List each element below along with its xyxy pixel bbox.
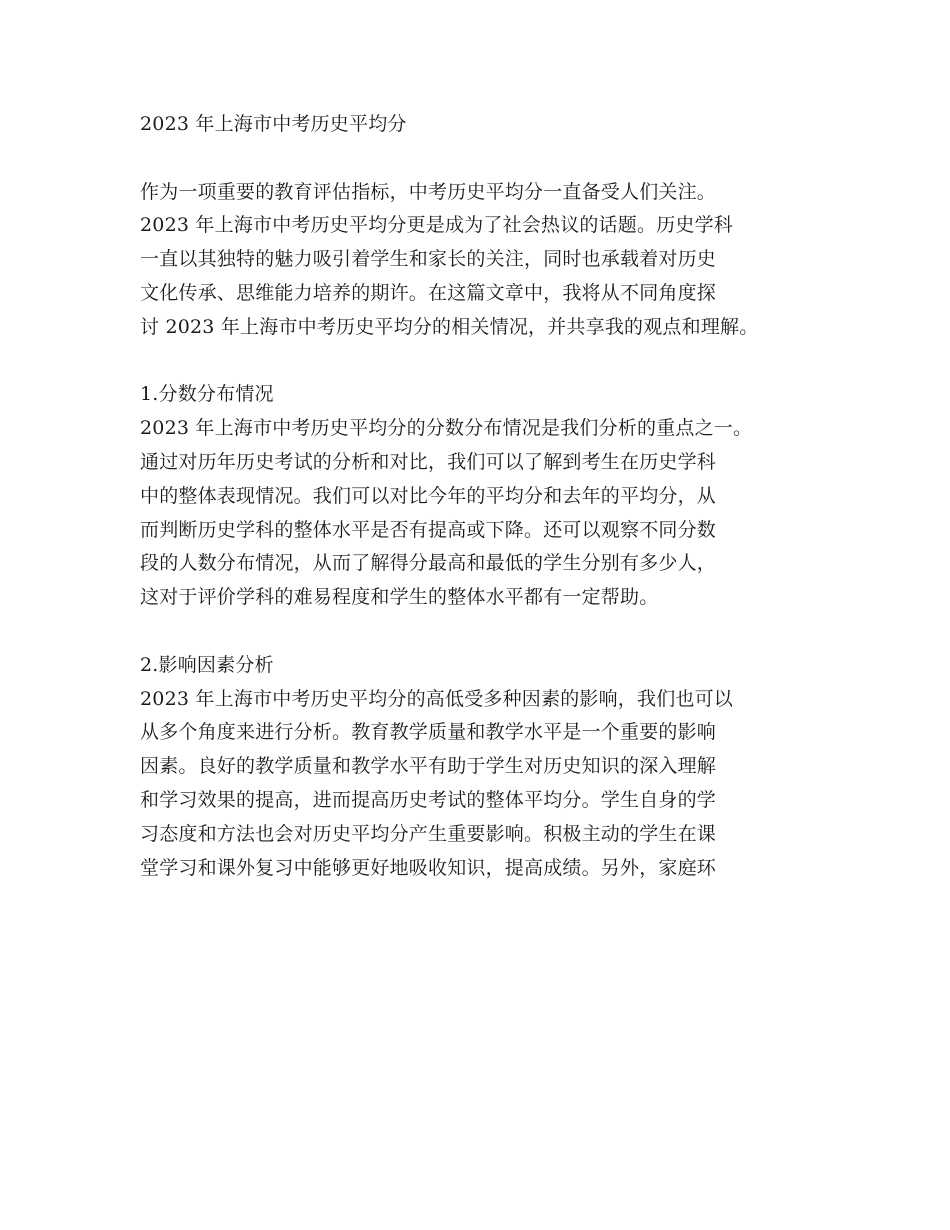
paragraph-line: 这对于评价学科的难易程度和学生的整体水平都有一定帮助。 bbox=[140, 586, 659, 609]
paragraph-line: 因素。良好的教学质量和教学水平有助于学生对历史知识的深入理解 bbox=[140, 755, 717, 778]
document-body bbox=[140, 108, 830, 885]
paragraph-line: 一直以其独特的魅力吸引着学生和家长的关注，同时也承载着对历史 bbox=[140, 248, 717, 271]
section-influencing-factors bbox=[140, 649, 830, 886]
paragraph-line: 2023 年上海市中考历史平均分的高低受多种因素的影响，我们也可以 bbox=[140, 687, 733, 710]
section-heading: 2.影响因素分析 bbox=[140, 653, 274, 676]
document-title: 2023 年上海市中考历史平均分 bbox=[140, 113, 407, 135]
paragraph-line: 而判断历史学科的整体水平是否有提高或下降。还可以观察不同分数 bbox=[140, 518, 717, 541]
spacer bbox=[140, 345, 830, 379]
section-score-distribution bbox=[140, 378, 830, 615]
paragraph-line: 作为一项重要的教育评估指标，中考历史平均分一直备受人们关注。 bbox=[140, 180, 717, 203]
paragraph-line: 堂学习和课外复习中能够更好地吸收知识，提高成绩。另外，家庭环 bbox=[140, 856, 717, 879]
spacer bbox=[140, 142, 830, 176]
intro-paragraph bbox=[140, 176, 830, 345]
paragraph-line: 习态度和方法也会对历史平均分产生重要影响。积极主动的学生在课 bbox=[140, 822, 717, 845]
paragraph-line: 和学习效果的提高，进而提高历史考试的整体平均分。学生自身的学 bbox=[140, 788, 717, 811]
paragraph-line: 中的整体表现情况。我们可以对比今年的平均分和去年的平均分，从 bbox=[140, 484, 717, 507]
paragraph-line: 2023 年上海市中考历史平均分更是成为了社会热议的话题。历史学科 bbox=[140, 214, 733, 237]
section-heading: 1.分数分布情况 bbox=[140, 383, 274, 406]
spacer bbox=[140, 615, 830, 649]
paragraph-line: 通过对历年历史考试的分析和对比，我们可以了解到考生在历史学科 bbox=[140, 450, 717, 473]
paragraph-line: 文化传承、思维能力培养的期许。在这篇文章中，我将从不同角度探 bbox=[140, 281, 717, 304]
paragraph-line: 段的人数分布情况，从而了解得分最高和最低的学生分别有多少人， bbox=[140, 552, 717, 575]
paragraph-line: 从多个角度来进行分析。教育教学质量和教学水平是一个重要的影响 bbox=[140, 721, 717, 744]
paragraph-line: 讨 2023 年上海市中考历史平均分的相关情况，并共享我的观点和理解。 bbox=[140, 315, 759, 338]
paragraph-line: 2023 年上海市中考历史平均分的分数分布情况是我们分析的重点之一。 bbox=[140, 417, 753, 440]
